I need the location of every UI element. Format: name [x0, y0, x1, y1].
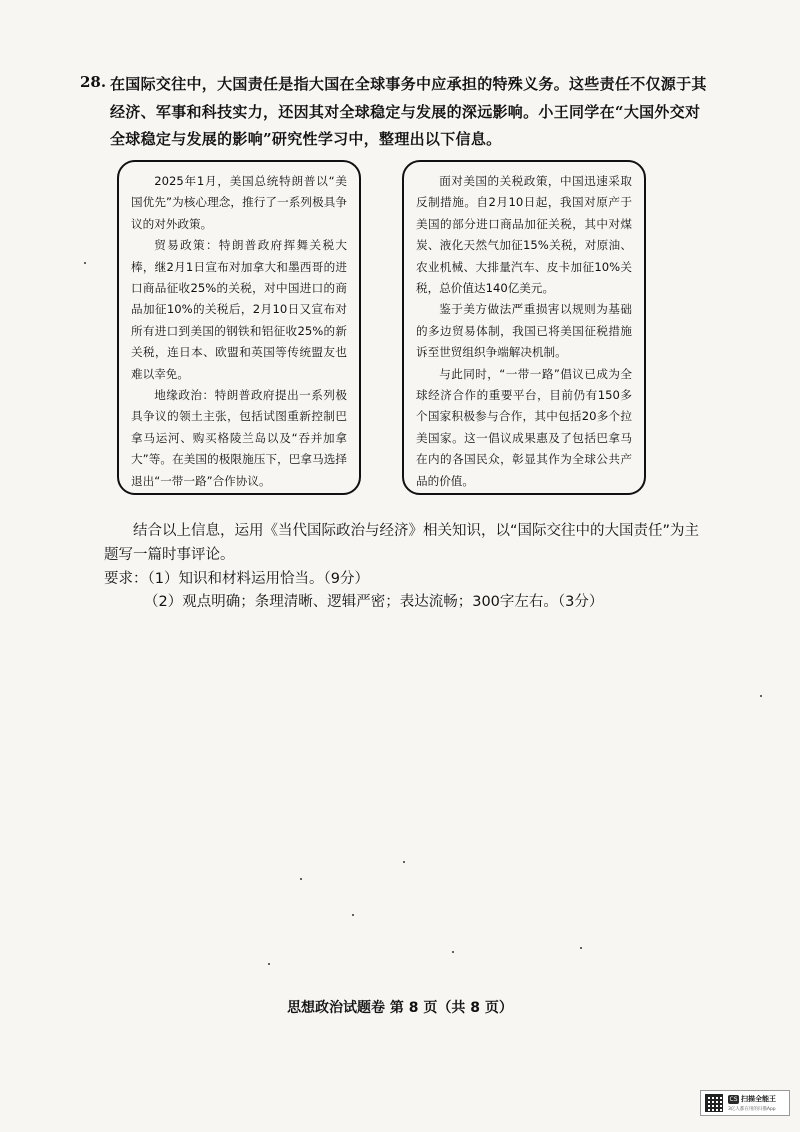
writing-prompt-text: 结合以上信息，运用《当代国际政治与经济》相关知识，以“国际交往中的大国责任”为主题写一篇时事评论。 — [104, 523, 700, 563]
scanner-subtitle: 3亿人都在用的扫描App — [728, 1107, 776, 1112]
scan-speck — [300, 878, 302, 880]
page-footer: 思想政治试题卷 第 8 页（共 8 页） — [287, 1000, 513, 1016]
material-paragraph: 与此同时，“一带一路”倡议已成为全球经济合作的重要平台，目前仍有150多个国家积极参与合作，其中包括20多个拉美国家。这一倡议成果惠及了包括巴拿马在内的各国民众，彰显其作为全球公共产品的价值。 — [416, 366, 632, 488]
question-stem-line: 经济、军事和科技实力，还因其对全球稳定与发展的深远影响。小王同学在“大国外交对 — [110, 103, 701, 121]
scan-speck — [268, 963, 270, 965]
scan-speck — [84, 262, 86, 264]
scanner-logo: CS — [729, 1096, 738, 1103]
material-paragraph: 2025年1月，美国总统特朗普以“美国优先”为核心理念，推行了一系列极具争议的对外政策。 — [131, 174, 347, 231]
writing-prompt — [104, 519, 704, 567]
material-paragraph: 面对美国的关税政策，中国迅速采取反制措施。自2月10日起，我国对原产于美国的部分进口商品加征关税，其中对煤炭、液化天然气加征15%关税，对原油、农业机械、大排量汽车、皮卡加征10%关税，总价值达140亿美元。 — [416, 174, 632, 296]
requirement-2: （2）观点明确；条理清晰、逻辑严密；表达流畅；300字左右。（3分） — [144, 594, 604, 610]
scanner-watermark — [700, 1090, 790, 1116]
question-stem-line: 在国际交往中，大国责任是指大国在全球事务中应承担的特殊义务。这些责任不仅源于其 — [110, 75, 707, 93]
material-box-us-policy — [117, 160, 361, 495]
qr-code-icon — [705, 1094, 723, 1112]
scanner-title: 扫描全能王 — [741, 1095, 776, 1103]
scan-speck — [760, 695, 762, 697]
material-paragraph: 地缘政治：特朗普政府提出一系列极具争议的领土主张，包括试图重新控制巴拿马运河、购买格陵兰岛以及“吞并加拿大”等。在美国的极限施压下，巴拿马选择退出“一带一路”合作协议。 — [131, 388, 347, 488]
scan-speck — [352, 914, 354, 916]
material-paragraph: 贸易政策：特朗普政府挥舞关税大棒，继2月1日宣布对加拿大和墨西哥的进口商品征收25%的关税，对中国进口的商品加征10%的关税后，2月10日又宣布对所有进口到美国的钢铁和铝征收25%的新关税，连日本、欧盟和英国等传统盟友也难以幸免。 — [131, 238, 347, 381]
material-box-china-response — [402, 160, 646, 495]
scan-speck — [403, 861, 405, 863]
scan-speck — [452, 951, 454, 953]
question-stem-line: 全球稳定与发展的影响”研究性学习中，整理出以下信息。 — [110, 130, 502, 148]
material-paragraph: 鉴于美方做法严重损害以规则为基础的多边贸易体制，我国已将美国征税措施诉至世贸组织争端解决机制。 — [416, 302, 632, 360]
question-number: 28. — [80, 73, 107, 91]
scan-speck — [580, 947, 582, 949]
requirement-1: 要求：（1）知识和材料运用恰当。（9分） — [104, 571, 369, 587]
